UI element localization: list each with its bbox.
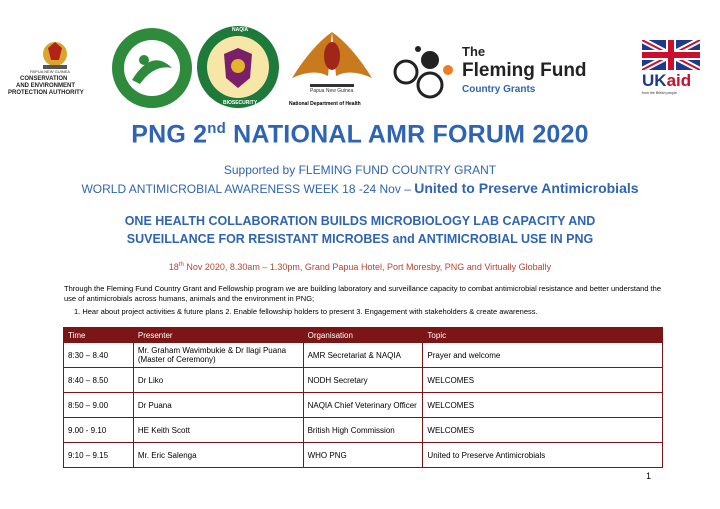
dateline-sup: th <box>178 262 184 268</box>
cell-presenter: Dr Liko <box>133 368 303 393</box>
dal-seal-icon <box>110 26 194 110</box>
page-title <box>0 120 720 149</box>
ff-line3: Country Grants <box>462 84 536 95</box>
cell-organisation: NODH Secretary <box>303 368 423 393</box>
cell-topic: WELCOMES <box>423 418 663 443</box>
ff-line1: The <box>462 44 486 59</box>
header-time: Time <box>64 328 134 343</box>
bird-of-paradise-icon <box>8 38 118 98</box>
cepa-text-1: CONSERVATION <box>20 76 68 82</box>
table-row <box>64 418 663 443</box>
page-number: 1 <box>646 471 652 481</box>
objectives-list-item: 1. Hear about project activities & future plans 2. Enable fellowship holders to present 3. Engagement with stakeholders & create awareness. <box>74 307 538 316</box>
header-presenter: Presenter <box>133 328 303 343</box>
ukaid-wordmark <box>642 71 691 91</box>
cepa-logo <box>8 38 118 98</box>
cepa-top-text: PAPUA NEW GUINEA <box>30 69 70 74</box>
ukaid-uk: UK <box>642 71 667 90</box>
agenda-table <box>63 327 663 468</box>
cell-organisation: NAQIA Chief Veterinary Officer <box>303 393 423 418</box>
subtitle-week <box>0 180 720 196</box>
table-header-row <box>64 328 663 343</box>
intro-paragraph: Through the Fleming Fund Country Grant and Fellowship program we are building laboratory and surveillance capacity to combat antimicrobial resistance and better understand the use of antimicrobials across humans, animals and the environment in PNG; <box>64 284 661 303</box>
table-row <box>64 343 663 368</box>
cell-time: 9.00 - 9.10 <box>64 418 134 443</box>
title-post: NATIONAL AMR FORUM 2020 <box>226 120 589 149</box>
title-sup: nd <box>207 120 227 137</box>
event-dateline <box>0 262 720 272</box>
naqia-top-text: NAQIA <box>232 27 249 33</box>
nodh-label: National Department of Health <box>289 101 361 107</box>
subtitle-support: Supported by FLEMING FUND COUNTRY GRANT <box>223 163 497 177</box>
png-emblem-text: Papua New Guinea <box>310 88 354 94</box>
cell-time: 8:50 – 9.00 <box>64 393 134 418</box>
cepa-text-2: AND ENVIRONMENT <box>16 83 76 89</box>
cell-time: 8:40 – 8.50 <box>64 368 134 393</box>
heading-line-2: SUVEILLANCE FOR RESISTANT MICROBES and ANTIMICROBIAL USE IN PNG <box>126 232 594 246</box>
union-flag-icon <box>642 40 700 70</box>
heading-line-1: ONE HEALTH COLLABORATION BUILDS MICROBIOLOGY LAB CAPACITY AND <box>124 214 596 228</box>
naqia-bottom-text: BIOSECURITY <box>223 100 258 106</box>
ukaid-logo <box>642 40 700 100</box>
cell-presenter: Dr Puana <box>133 393 303 418</box>
cell-time: 8:30 – 8.40 <box>64 343 134 368</box>
header-organisation: Organisation <box>303 328 423 343</box>
cell-organisation: British High Commission <box>303 418 423 443</box>
table-row <box>64 368 663 393</box>
png-emblem-logo <box>284 28 380 102</box>
subtitle-theme: United to Preserve Antimicrobials <box>414 180 639 196</box>
ukaid-sub: from the British people <box>642 91 678 95</box>
cell-presenter: Mr. Eric Salenga <box>133 443 303 468</box>
dateline-post: Nov 2020, 8.30am – 1.30pm, Grand Papua Hotel, Port Moresby, PNG and Virtually Globally <box>183 262 552 272</box>
table-row <box>64 393 663 418</box>
table-row <box>64 443 663 468</box>
cell-presenter: Mr. Graham Wavimbukie & Dr Ilagi Puana (Master of Ceremony) <box>133 343 303 368</box>
ff-line2: Fleming Fund <box>462 60 587 81</box>
cell-time: 9:10 – 9.15 <box>64 443 134 468</box>
cell-presenter: HE Keith Scott <box>133 418 303 443</box>
cell-organisation: AMR Secretariat & NAQIA <box>303 343 423 368</box>
ukaid-aid: aid <box>666 71 692 90</box>
fleming-fund-logo <box>392 42 587 102</box>
cell-topic: Prayer and welcome <box>423 343 663 368</box>
subtitle-week-text: WORLD ANTIMICROBIAL AWARENESS WEEK 18 -24 Nov – <box>81 182 415 196</box>
cell-organisation: WHO PNG <box>303 443 423 468</box>
dal-logo <box>110 26 194 110</box>
title-pre: PNG 2 <box>131 120 208 149</box>
dateline-pre: 18 <box>168 262 179 272</box>
cell-topic: WELCOMES <box>423 368 663 393</box>
header-topic: Topic <box>423 328 663 343</box>
cell-topic: WELCOMES <box>423 393 663 418</box>
cell-topic: United to Preserve Antimicrobials <box>423 443 663 468</box>
naqia-seal-icon <box>196 24 280 110</box>
naqia-logo <box>196 24 280 110</box>
cepa-text-3: PROTECTION AUTHORITY <box>8 90 84 96</box>
fleming-fund-cells-icon <box>392 42 462 102</box>
